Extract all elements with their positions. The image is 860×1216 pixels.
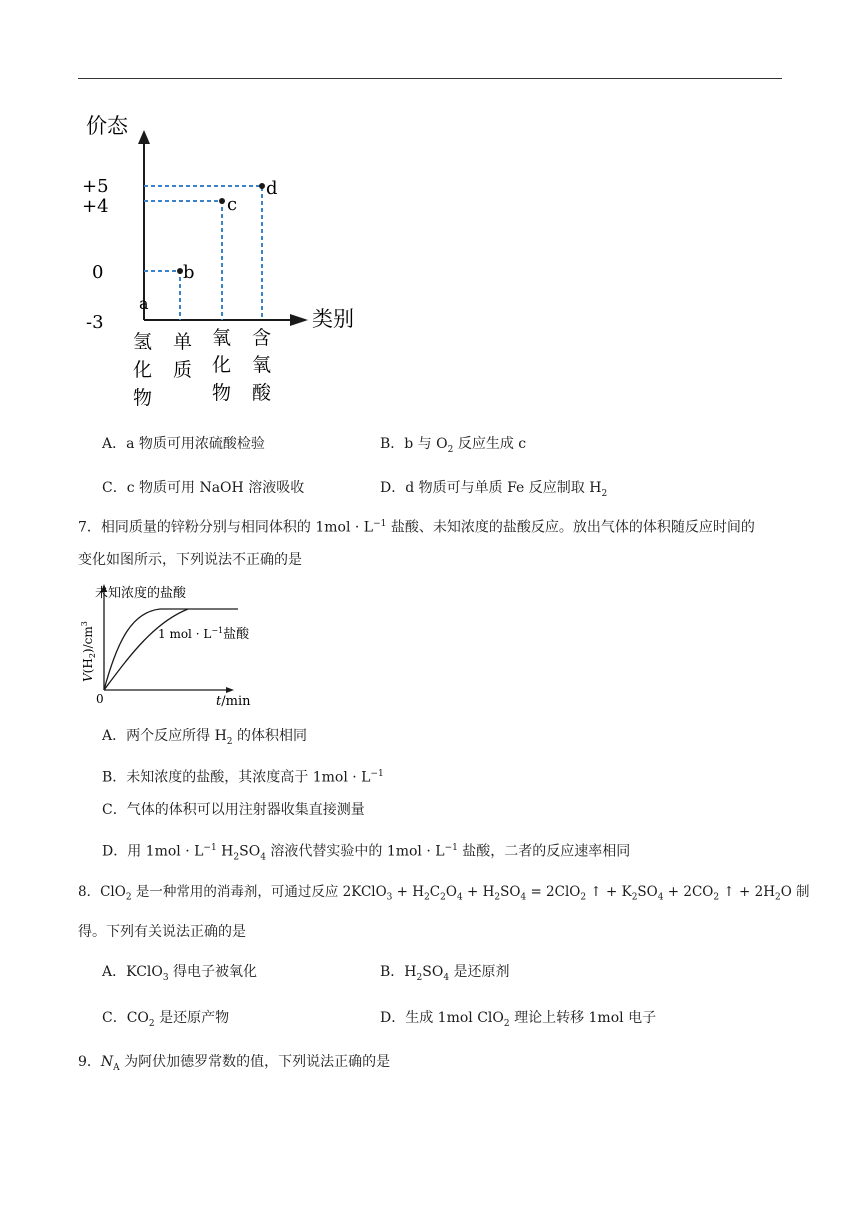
cat-oxide-3: 物 bbox=[212, 382, 232, 404]
curve-top-label: 未知浓度的盐酸 bbox=[95, 586, 187, 601]
cat-oxyacid-1: 含 bbox=[252, 327, 272, 349]
point-c-label: c bbox=[227, 194, 238, 215]
x-axis-arrow bbox=[290, 314, 308, 326]
q7-option-c[interactable]: C．气体的体积可以用注射器收集直接测量 bbox=[102, 802, 365, 818]
curve-unknown-acid bbox=[104, 609, 238, 690]
q6-option-d[interactable]: D．d 物质可与单质 Fe 反应制取 $H_2$ bbox=[380, 480, 608, 499]
cat-hydride-1: 氢 bbox=[133, 331, 153, 353]
header-rule bbox=[78, 78, 782, 79]
cat-hydride-3: 物 bbox=[133, 387, 153, 409]
q8-stem-line1: 8．ClO$_2$ 是一种常用的消毒剂，可通过反应 2KClO$_3$ + $H_2C_2O_4 + H_2SO_4 = 2ClO_2$ ↑ + $K_2SO_4 + 2CO_2$ ↑ + $2H_2O$ 制 bbox=[78, 884, 810, 903]
y-axis-label: $V(H_2)/cm^3$ bbox=[80, 621, 97, 682]
guide-b bbox=[144, 271, 180, 320]
cat-element-2: 质 bbox=[173, 359, 193, 381]
cat-element-1: 单 bbox=[173, 331, 193, 353]
curve-bottom-label: 1 mol · $L^{-1}$盐酸 bbox=[158, 626, 250, 642]
q8-option-c[interactable]: C．$CO_2$ 是还原产物 bbox=[102, 1010, 230, 1029]
q8-option-b[interactable]: B．$H_2SO_4$ 是还原剂 bbox=[380, 964, 510, 983]
y-axis-title: 价态 bbox=[86, 114, 128, 138]
point-a-label: a bbox=[139, 294, 149, 313]
x-axis-label: t/min bbox=[216, 694, 251, 709]
point-d bbox=[259, 183, 265, 189]
y-tick-5: +5 bbox=[82, 176, 109, 197]
category-labels bbox=[133, 327, 272, 409]
point-b-label: b bbox=[183, 262, 195, 283]
cat-oxide-1: 氧 bbox=[212, 327, 232, 349]
cat-oxyacid-2: 氧 bbox=[252, 354, 272, 376]
q6-option-a[interactable]: A．a 物质可用浓硫酸检验 bbox=[102, 436, 265, 452]
q6-option-c[interactable]: C．c 物质可用 NaOH 溶液吸收 bbox=[102, 480, 305, 496]
cat-oxide-2: 化 bbox=[212, 354, 232, 376]
x-axis-arrow bbox=[226, 687, 234, 693]
curve-1mol-acid bbox=[104, 609, 188, 690]
y-tick-4: +4 bbox=[82, 196, 109, 217]
q7-option-d[interactable]: D．用 $1mol \cdot L^{-1}$ $H_2SO_4$ 溶液代替实验中的 $1mol \cdot L^{-1}$ 盐酸，二者的反应速率相同 bbox=[102, 843, 631, 863]
h2-volume-time-chart bbox=[78, 578, 268, 714]
cat-hydride-2: 化 bbox=[133, 359, 153, 381]
q7-stem-line1: 7．相同质量的锌粉分别与相同体积的 $1mol \cdot L^{-1}$ 盐酸、未知浓度的盐酸反应。放出气体的体积随反应时间的 bbox=[78, 519, 755, 536]
q7-option-b[interactable]: B．未知浓度的盐酸，其浓度高于 $1mol \cdot L^{-1}$ bbox=[102, 769, 384, 786]
q6-option-b[interactable]: B．b 与 $O_2$ 反应生成 c bbox=[380, 436, 527, 455]
cat-oxyacid-3: 酸 bbox=[252, 382, 272, 404]
q8-option-a[interactable]: A．KClO$_3$ 得电子被氧化 bbox=[102, 964, 258, 983]
valence-category-chart bbox=[78, 108, 378, 413]
origin-label: 0 bbox=[96, 692, 104, 706]
q8-stem-line2: 得。下列有关说法正确的是 bbox=[78, 924, 246, 940]
guide-c bbox=[144, 201, 222, 320]
point-c bbox=[219, 198, 225, 204]
point-d-label: d bbox=[266, 178, 278, 199]
q9-stem: 9．$N_A$ 为阿伏加德罗常数的值，下列说法正确的是 bbox=[78, 1054, 391, 1073]
q7-option-a[interactable]: A．两个反应所得 $H_2$ 的体积相同 bbox=[102, 728, 307, 747]
guide-d bbox=[144, 186, 262, 320]
y-tick-0: 0 bbox=[92, 262, 104, 283]
q8-option-d[interactable]: D．生成 1mol ClO$_2$ 理论上转移 1mol 电子 bbox=[380, 1010, 657, 1029]
y-tick-neg3: -3 bbox=[86, 312, 104, 333]
x-axis-title: 类别 bbox=[312, 307, 354, 331]
q7-stem-line2: 变化如图所示，下列说法不正确的是 bbox=[78, 552, 302, 568]
y-axis-arrow bbox=[138, 130, 150, 144]
